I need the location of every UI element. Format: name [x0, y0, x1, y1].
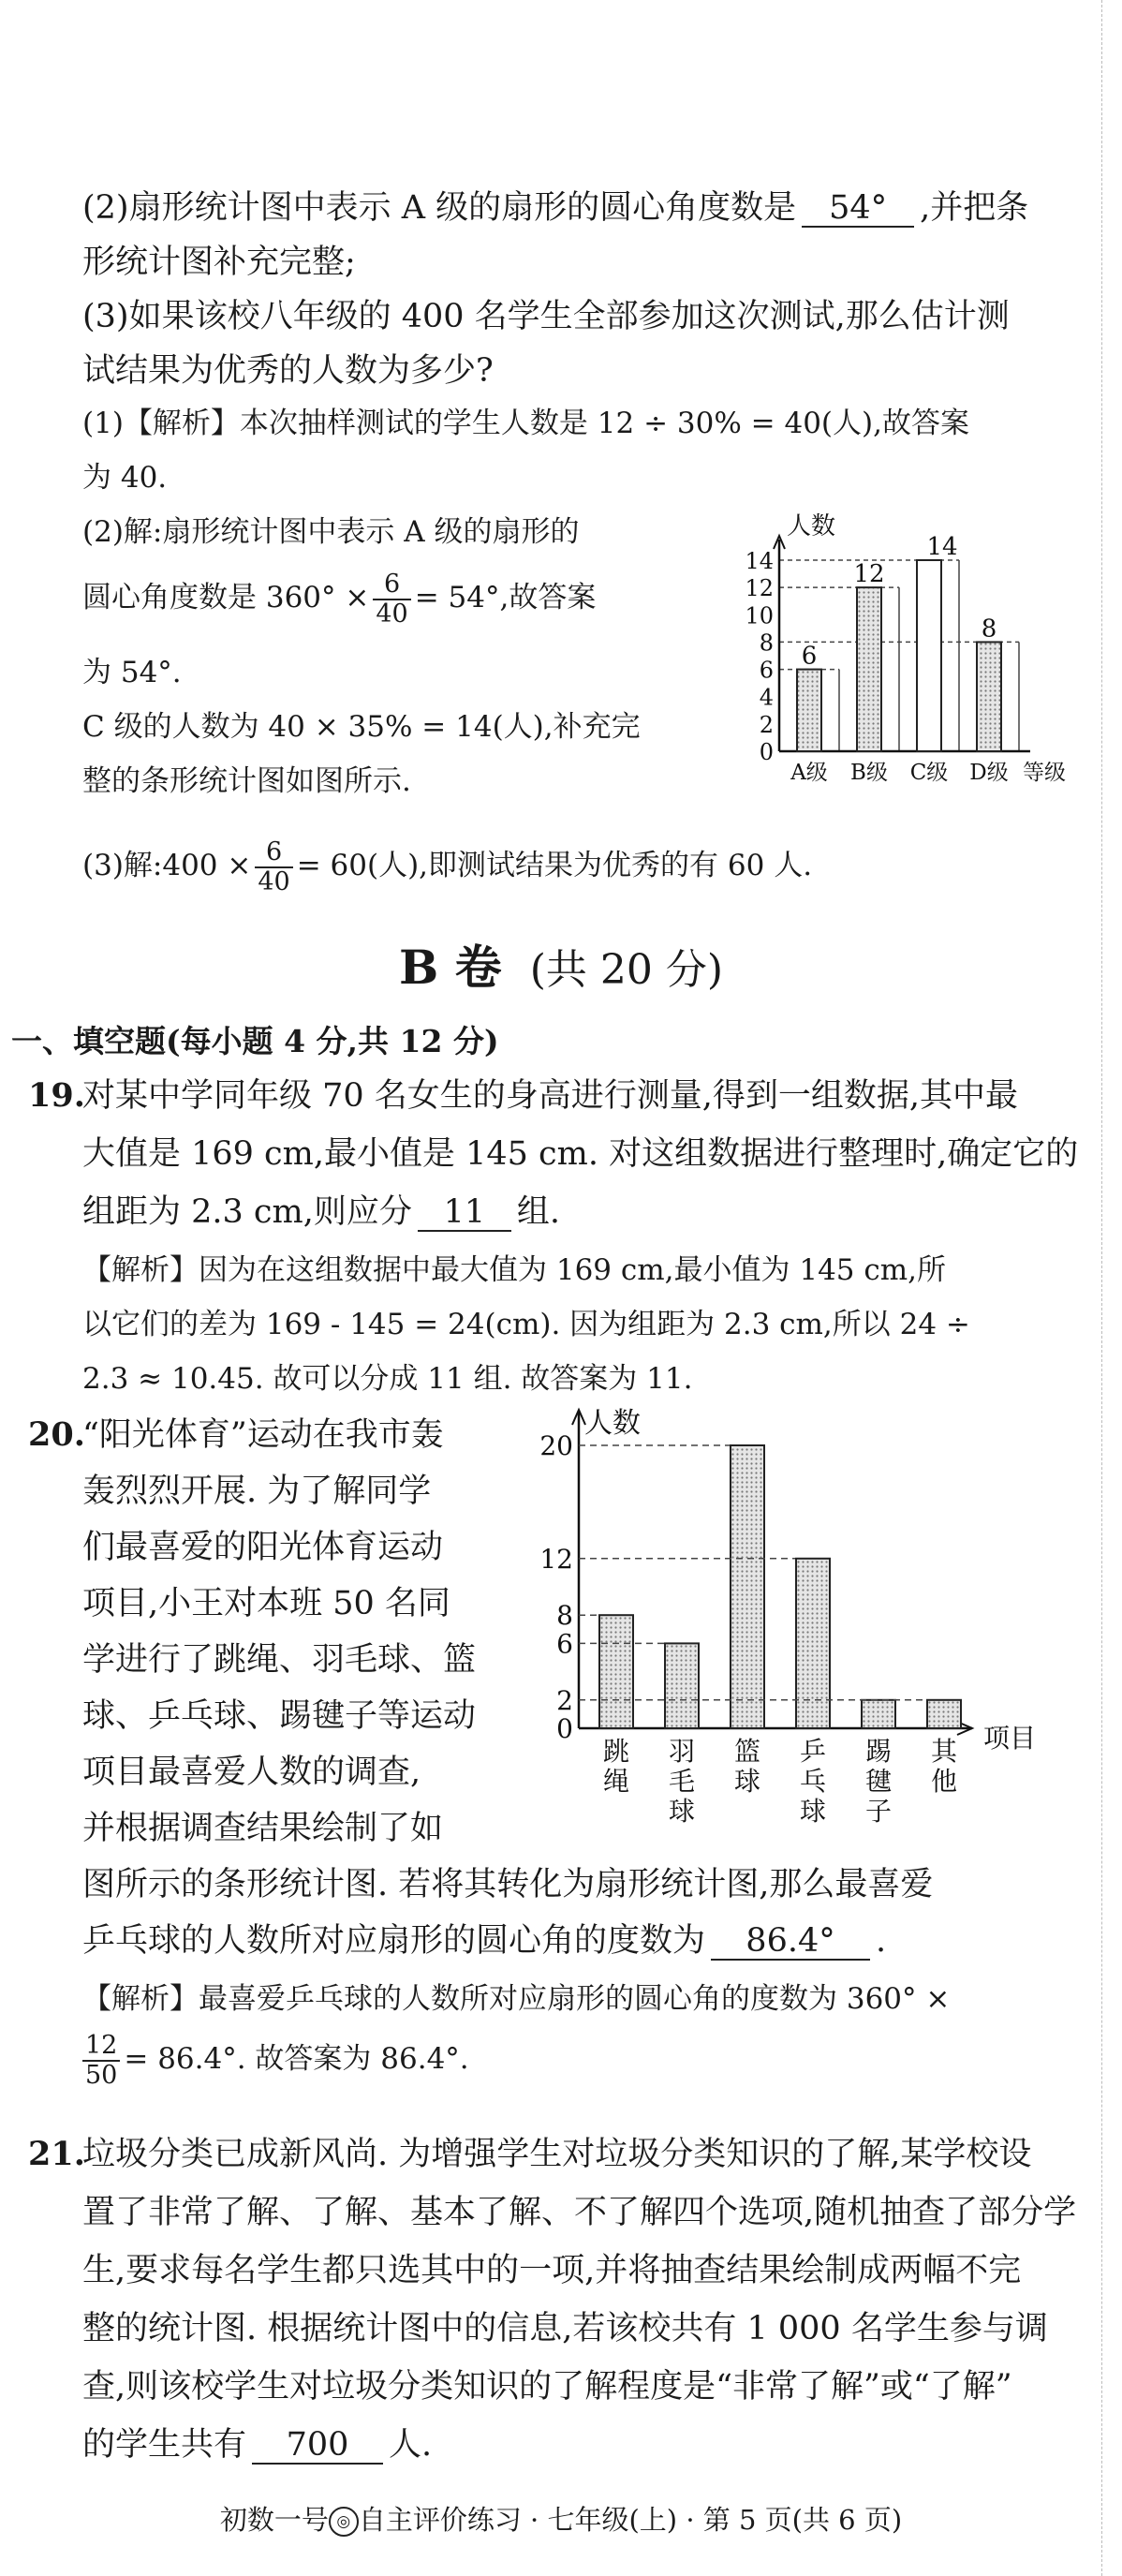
q19-line1: 对某中学同年级 70 名女生的身高进行测量,得到一组数据,其中最	[82, 1077, 1019, 1115]
page-edge	[1101, 0, 1103, 2576]
q21-line1: 垃圾分类已成新风尚. 为增强学生对垃圾分类知识的了解,某学校设	[82, 2136, 1032, 2173]
q18-solution2-line1: (2)解:扇形统计图中表示 A 级的扇形的	[82, 515, 580, 549]
y-tick-label: 10	[745, 602, 774, 629]
sports-bar-chart	[524, 1400, 1058, 1831]
x-tick-label: 球	[733, 1766, 761, 1797]
bar	[927, 1700, 961, 1728]
q18-solution2-line4: C 级的人数为 40 × 35% = 14(人),补充完	[82, 710, 641, 744]
x-tick-label: 踢	[864, 1736, 893, 1767]
data-label: 8	[981, 614, 997, 644]
bar	[665, 1643, 699, 1728]
q20-solution-line2: $\frac{12}{50}$ = 86.4°. 故答案为 86.4°.	[82, 2021, 469, 2096]
q21-line2: 置了非常了解、了解、基本了解、不了解四个选项,随机抽查了部分学	[82, 2194, 1077, 2231]
x-tick-label: 毛	[668, 1766, 696, 1797]
x-tick-label: 球	[668, 1796, 696, 1827]
q21-line6: 的学生共有 700 人.	[82, 2426, 433, 2464]
q20-solution-line1: 【解析】最喜爱乒乓球的人数所对应扇形的圆心角的度数为 360° ×	[82, 1982, 951, 2016]
x-tick-label: A级	[790, 761, 828, 785]
q21-line3: 生,要求每名学生都只选其中的一项,并将抽查结果绘制成两幅不完	[82, 2252, 1022, 2289]
q20-line5: 学进行了跳绳、羽毛球、篮	[82, 1641, 477, 1679]
bar	[857, 587, 881, 751]
bar	[917, 560, 941, 751]
q20-number: 20.	[28, 1415, 85, 1454]
x-tick-label: C级	[909, 761, 949, 785]
y-tick-label: 8	[556, 1600, 573, 1632]
x-tick-label: 他	[930, 1766, 958, 1797]
q19-solution-line2: 以它们的差为 169 - 145 = 24(cm). 因为组距为 2.3 cm,所以 24 ÷	[82, 1308, 970, 1341]
x-tick-label: B级	[850, 761, 888, 785]
section-title: B 卷 (共 20 分)	[399, 940, 723, 995]
q18-solution2-line2: 圆心角度数是 360° × $\frac{6}{40}$ = 54°,故答案	[82, 569, 597, 629]
bar	[977, 642, 1001, 751]
bar	[797, 670, 821, 751]
x-tick-label: 毽	[864, 1766, 893, 1797]
x-tick-label: 乓	[799, 1766, 827, 1797]
y-tick-label: 2	[759, 711, 774, 738]
q20-line3: 们最喜爱的阳光体育运动	[82, 1529, 444, 1566]
q21-line4: 整的统计图. 根据统计图中的信息,若该校共有 1 000 名学生参与调	[82, 2310, 1048, 2347]
q18-solution2-line3: 为 54°.	[82, 656, 182, 689]
y-tick-label: 4	[759, 684, 774, 711]
x-tick-label: 跳	[602, 1736, 630, 1767]
q20-line1: “阳光体育”运动在我市轰	[82, 1416, 444, 1454]
q20-line9: 图所示的条形统计图. 若将其转化为扇形统计图,那么最喜爱	[82, 1866, 934, 1903]
y-axis-label: 人数	[787, 512, 836, 540]
q21-line5: 查,则该校学生对垃圾分类知识的了解程度是“非常了解”或“了解”	[82, 2368, 1012, 2406]
y-tick-label: 6	[556, 1628, 573, 1660]
part-heading: 一、填空题(每小题 4 分,共 12 分)	[11, 1023, 499, 1059]
y-tick-label: 2	[556, 1684, 573, 1716]
x-tick-label: 乒	[799, 1736, 827, 1767]
fraction: $\frac{12}{50}$	[82, 2032, 120, 2090]
q19-solution-line3: 2.3 ≈ 10.45. 故可以分成 11 组. 故答案为 11.	[82, 1362, 693, 1396]
x-tick-label: D级	[969, 761, 1009, 785]
q20-line2: 轰烈烈开展. 为了解同学	[82, 1473, 432, 1510]
x-tick-label: 绳	[602, 1766, 630, 1797]
x-axis-label: 等级	[1023, 761, 1066, 785]
bar	[731, 1445, 764, 1728]
q19-solution-line1: 【解析】因为在这组数据中最大值为 169 cm,最小值为 145 cm,所	[82, 1253, 946, 1287]
y-tick-label: 12	[745, 575, 774, 602]
q21-number: 21.	[28, 2135, 85, 2173]
y-tick-label: 8	[759, 629, 774, 657]
q19-line2: 大值是 169 cm,最小值是 145 cm. 对这组数据进行整理时,确定它的	[82, 1135, 1079, 1173]
q20-line7: 项目最喜爱人数的调查,	[82, 1754, 421, 1791]
q20-answer-blank: 86.4°	[711, 1923, 870, 1961]
q18-solution1-line1: (1)【解析】本次抽样测试的学生人数是 12 ÷ 30% = 40(人),故答案	[82, 407, 969, 440]
q20-line8: 并根据调查结果绘制了如	[82, 1810, 444, 1847]
q18-solution3: (3)解:400 × $\frac{6}{40}$ = 60(人),即测试结果为优秀的有 60 人.	[82, 836, 813, 896]
bar	[796, 1559, 830, 1728]
q18-part2-line2: 形统计图补充完整;	[82, 244, 356, 281]
y-axis-label: 人数	[584, 1407, 641, 1440]
q20-line6: 球、乒乓球、踢毽子等运动	[82, 1697, 477, 1735]
x-axis-label: 项目	[983, 1723, 1037, 1754]
data-label: 6	[801, 642, 818, 671]
data-label: 14	[926, 533, 958, 561]
q20-line4: 项目,小王对本班 50 名同	[82, 1585, 450, 1622]
x-tick-label: 球	[799, 1796, 827, 1827]
q19-line3: 组距为 2.3 cm,则应分 11 组.	[82, 1193, 560, 1231]
q21-answer-blank: 700	[252, 2427, 383, 2465]
x-tick-label: 篮	[733, 1736, 761, 1767]
q18-part3-line2: 试结果为优秀的人数为多少?	[82, 352, 494, 390]
q20-line10: 乒乓球的人数所对应扇形的圆心角的度数为 86.4° .	[82, 1922, 887, 1960]
logo-mark: ◎	[329, 2507, 359, 2537]
y-tick-label: 0	[556, 1713, 573, 1744]
fraction: $\frac{6}{40}$	[373, 570, 410, 629]
bar	[599, 1615, 633, 1728]
page-footer: 初数一号 ◎ 自主评价练习 · 七年级(上) · 第 5 页(共 6 页)	[219, 2504, 903, 2536]
x-tick-label: 子	[864, 1796, 893, 1827]
grade-bar-chart	[731, 506, 1068, 806]
data-label: 12	[853, 560, 885, 589]
q19-number: 19.	[28, 1076, 85, 1115]
q18-answer-blank: 54°	[802, 190, 914, 228]
q19-answer-blank: 11	[418, 1194, 511, 1232]
q18-solution1-line2: 为 40.	[82, 461, 168, 495]
y-tick-label: 12	[539, 1543, 573, 1575]
q18-part2-line1: (2)扇形统计图中表示 A 级的扇形的圆心角度数是 54° ,并把条	[82, 189, 1029, 227]
y-tick-label: 0	[759, 739, 774, 765]
x-tick-label: 羽	[668, 1736, 696, 1767]
y-tick-label: 14	[745, 548, 774, 574]
y-tick-label: 6	[759, 657, 774, 684]
x-tick-label: 其	[930, 1736, 958, 1767]
fraction: $\frac{6}{40}$	[255, 838, 292, 896]
y-tick-label: 20	[539, 1430, 573, 1461]
q18-solution2-line5: 整的条形统计图如图所示.	[82, 764, 411, 798]
bar	[862, 1700, 895, 1728]
q18-part3-line1: (3)如果该校八年级的 400 名学生全部参加这次测试,那么估计测	[82, 298, 1010, 335]
